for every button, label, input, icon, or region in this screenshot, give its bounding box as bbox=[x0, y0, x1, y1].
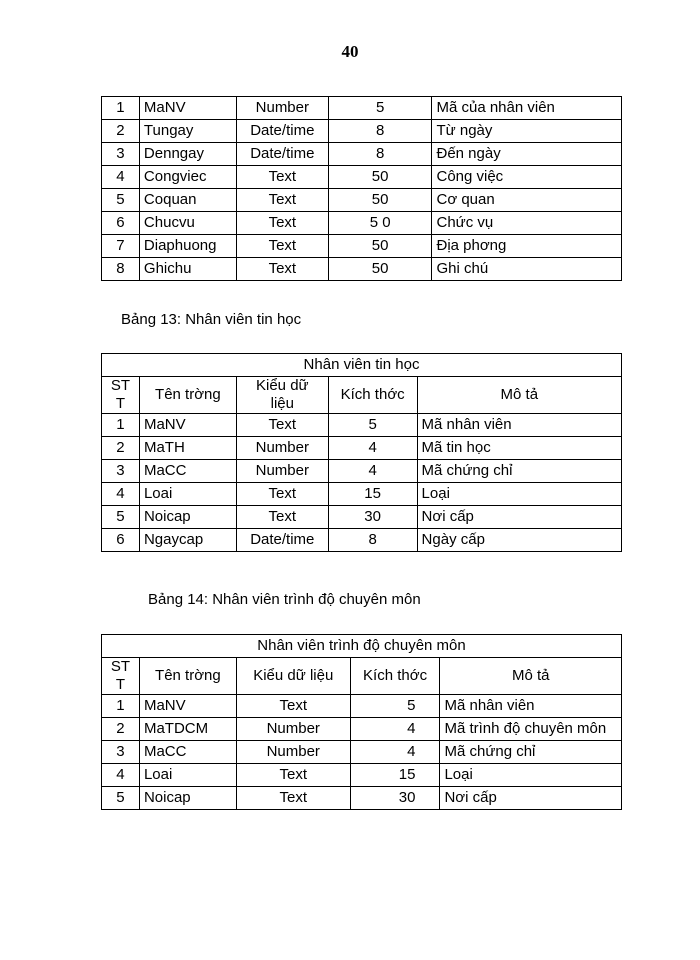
cell-field-name: MaNV bbox=[139, 414, 236, 437]
header-field-name: Tên trờng bbox=[139, 377, 236, 414]
cell-stt: 3 bbox=[102, 143, 140, 166]
table-row bbox=[102, 695, 622, 718]
cell-data-type: Number bbox=[236, 741, 350, 764]
cell-size: 50 bbox=[328, 235, 432, 258]
header-size: Kích thớc bbox=[350, 658, 440, 695]
cell-description: Chức vụ bbox=[432, 212, 622, 235]
cell-size: 4 bbox=[328, 437, 417, 460]
cell-size: 4 bbox=[350, 718, 440, 741]
cell-stt: 4 bbox=[102, 483, 140, 506]
cell-size: 15 bbox=[350, 764, 440, 787]
cell-data-type: Text bbox=[236, 166, 328, 189]
cell-description: Đến ngày bbox=[432, 143, 622, 166]
header-data-type: Kiểu dữ liệu bbox=[236, 377, 328, 414]
cell-data-type: Number bbox=[236, 460, 328, 483]
cell-stt: 8 bbox=[102, 258, 140, 281]
table-row bbox=[102, 258, 622, 281]
cell-data-type: Text bbox=[236, 483, 328, 506]
page-number: 40 bbox=[341, 42, 359, 61]
cell-size: 15 bbox=[328, 483, 417, 506]
cell-field-name: Loai bbox=[139, 483, 236, 506]
cell-size: 4 bbox=[350, 741, 440, 764]
cell-field-name: MaCC bbox=[139, 741, 236, 764]
cell-size: 5 bbox=[328, 97, 432, 120]
cell-field-name: Tungay bbox=[139, 120, 236, 143]
cell-data-type: Text bbox=[236, 189, 328, 212]
cell-size: 50 bbox=[328, 258, 432, 281]
cell-stt: 1 bbox=[102, 695, 140, 718]
cell-stt: 2 bbox=[102, 437, 140, 460]
cell-field-name: Denngay bbox=[139, 143, 236, 166]
table-row bbox=[102, 718, 622, 741]
table-row bbox=[102, 166, 622, 189]
table-it-employee bbox=[101, 353, 622, 552]
table-row bbox=[102, 529, 622, 552]
cell-field-name: Chucvu bbox=[139, 212, 236, 235]
cell-size: 30 bbox=[328, 506, 417, 529]
table-row bbox=[102, 741, 622, 764]
cell-stt: 6 bbox=[102, 212, 140, 235]
cell-description: Mã nhân viên bbox=[440, 695, 622, 718]
cell-description: Ngày cấp bbox=[417, 529, 621, 552]
cell-description: Công việc bbox=[432, 166, 622, 189]
table-title: Nhân viên trình độ chuyên môn bbox=[102, 635, 622, 658]
cell-size: 4 bbox=[328, 460, 417, 483]
cell-description: Mã trình độ chuyên môn bbox=[440, 718, 622, 741]
cell-field-name: Diaphuong bbox=[139, 235, 236, 258]
cell-data-type: Text bbox=[236, 787, 350, 810]
cell-field-name: MaTDCM bbox=[139, 718, 236, 741]
header-stt: ST T bbox=[102, 658, 140, 695]
cell-stt: 6 bbox=[102, 529, 140, 552]
table-row bbox=[102, 764, 622, 787]
cell-data-type: Number bbox=[236, 437, 328, 460]
cell-stt: 5 bbox=[102, 787, 140, 810]
cell-stt: 5 bbox=[102, 189, 140, 212]
cell-description: Loại bbox=[417, 483, 621, 506]
cell-stt: 1 bbox=[102, 97, 140, 120]
cell-size: 50 bbox=[328, 166, 432, 189]
cell-size: 50 bbox=[328, 189, 432, 212]
cell-description: Từ ngày bbox=[432, 120, 622, 143]
cell-size: 5 bbox=[328, 414, 417, 437]
cell-data-type: Text bbox=[236, 695, 350, 718]
cell-stt: 1 bbox=[102, 414, 140, 437]
cell-description: Nơi cấp bbox=[417, 506, 621, 529]
table-row bbox=[102, 120, 622, 143]
table-row bbox=[102, 460, 622, 483]
cell-stt: 2 bbox=[102, 718, 140, 741]
table-title: Nhân viên tin học bbox=[102, 354, 622, 377]
header-field-name: Tên trờng bbox=[139, 658, 236, 695]
cell-field-name: Ghichu bbox=[139, 258, 236, 281]
cell-size: 8 bbox=[328, 529, 417, 552]
cell-stt: 4 bbox=[102, 764, 140, 787]
cell-data-type: Number bbox=[236, 718, 350, 741]
table1-body bbox=[102, 97, 622, 281]
header-data-type: Kiểu dữ liệu bbox=[236, 658, 350, 695]
cell-stt: 4 bbox=[102, 166, 140, 189]
cell-description: Nơi cấp bbox=[440, 787, 622, 810]
table-employee-history bbox=[101, 96, 622, 281]
header-size: Kích thớc bbox=[328, 377, 417, 414]
cell-description: Mã chứng chỉ bbox=[440, 741, 622, 764]
cell-field-name: Loai bbox=[139, 764, 236, 787]
cell-size: 30 bbox=[350, 787, 440, 810]
header-description: Mô tả bbox=[417, 377, 621, 414]
caption-table-14: Bảng 14: Nhân viên trình độ chuyên môn bbox=[148, 591, 421, 608]
table-row bbox=[102, 189, 622, 212]
cell-field-name: Ngaycap bbox=[139, 529, 236, 552]
cell-stt: 7 bbox=[102, 235, 140, 258]
cell-stt: 3 bbox=[102, 460, 140, 483]
cell-description: Ghi chú bbox=[432, 258, 622, 281]
table-row bbox=[102, 787, 622, 810]
cell-data-type: Date/time bbox=[236, 529, 328, 552]
cell-data-type: Date/time bbox=[236, 143, 328, 166]
cell-size: 5 0 bbox=[328, 212, 432, 235]
table3-body bbox=[102, 695, 622, 810]
table-row bbox=[102, 97, 622, 120]
table-row bbox=[102, 437, 622, 460]
caption-table-13: Bảng 13: Nhân viên tin học bbox=[121, 311, 302, 328]
cell-size: 8 bbox=[328, 143, 432, 166]
table-professional-level-employee bbox=[101, 634, 622, 810]
header-stt: ST T bbox=[102, 377, 140, 414]
table-row bbox=[102, 212, 622, 235]
cell-description: Địa phơng bbox=[432, 235, 622, 258]
cell-field-name: MaNV bbox=[139, 97, 236, 120]
cell-data-type: Text bbox=[236, 506, 328, 529]
cell-description: Mã chứng chỉ bbox=[417, 460, 621, 483]
cell-data-type: Text bbox=[236, 212, 328, 235]
table-row bbox=[102, 143, 622, 166]
cell-data-type: Date/time bbox=[236, 120, 328, 143]
cell-description: Cơ quan bbox=[432, 189, 622, 212]
cell-size: 8 bbox=[328, 120, 432, 143]
table-row bbox=[102, 414, 622, 437]
cell-data-type: Text bbox=[236, 235, 328, 258]
cell-data-type: Number bbox=[236, 97, 328, 120]
cell-field-name: MaCC bbox=[139, 460, 236, 483]
table-row bbox=[102, 483, 622, 506]
cell-field-name: MaTH bbox=[139, 437, 236, 460]
cell-size: 5 bbox=[350, 695, 440, 718]
cell-field-name: Congviec bbox=[139, 166, 236, 189]
cell-description: Mã nhân viên bbox=[417, 414, 621, 437]
cell-description: Mã tin học bbox=[417, 437, 621, 460]
cell-description: Mã của nhân viên bbox=[432, 97, 622, 120]
cell-field-name: Noicap bbox=[139, 787, 236, 810]
cell-stt: 3 bbox=[102, 741, 140, 764]
cell-description: Loại bbox=[440, 764, 622, 787]
cell-data-type: Text bbox=[236, 764, 350, 787]
table-row bbox=[102, 235, 622, 258]
header-description: Mô tả bbox=[440, 658, 622, 695]
cell-field-name: Noicap bbox=[139, 506, 236, 529]
table2-body bbox=[102, 414, 622, 552]
table-row bbox=[102, 506, 622, 529]
cell-field-name: MaNV bbox=[139, 695, 236, 718]
cell-stt: 2 bbox=[102, 120, 140, 143]
cell-stt: 5 bbox=[102, 506, 140, 529]
cell-data-type: Text bbox=[236, 414, 328, 437]
cell-field-name: Coquan bbox=[139, 189, 236, 212]
cell-data-type: Text bbox=[236, 258, 328, 281]
